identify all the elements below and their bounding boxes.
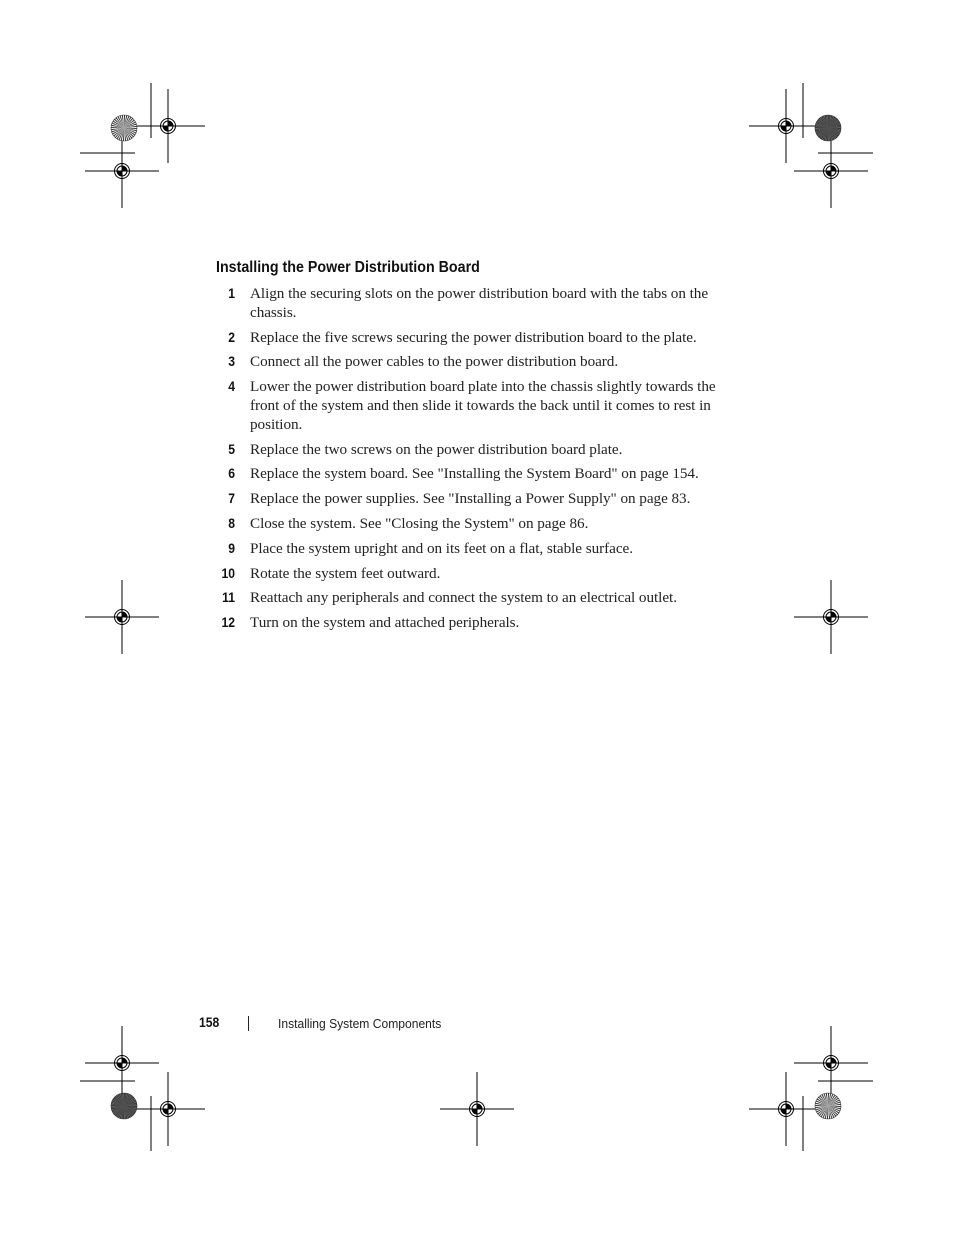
crosshair-target-mark — [85, 134, 159, 208]
steps-list — [216, 285, 726, 639]
step-text: Reattach any peripherals and connect the system to an electrical outlet. — [250, 589, 677, 607]
list-item — [216, 540, 726, 559]
step-text: Connect all the power cables to the power distribution board. — [250, 353, 619, 371]
crosshair-target-mark — [440, 1072, 514, 1146]
step-text: Rotate the system feet outward. — [250, 564, 441, 582]
section-heading: Installing the Power Distribution Board — [216, 259, 480, 276]
starburst-mark — [815, 115, 841, 141]
crosshair-target-mark — [85, 580, 159, 654]
step-number: 2 — [228, 329, 235, 345]
crosshair-target-mark — [794, 134, 868, 208]
step-number: 12 — [221, 615, 235, 631]
step-number: 10 — [221, 565, 235, 581]
list-item — [216, 329, 726, 348]
list-item — [216, 378, 726, 434]
crosshair-target-mark — [794, 1026, 868, 1100]
page-number: 158 — [199, 1015, 220, 1030]
step-number: 4 — [228, 379, 235, 395]
list-item — [216, 515, 726, 534]
step-number: 6 — [228, 466, 235, 482]
list-item — [216, 589, 726, 608]
list-item — [216, 490, 726, 509]
list-item — [216, 353, 726, 372]
step-number: 7 — [228, 491, 235, 507]
step-number: 9 — [228, 540, 235, 556]
step-text: Turn on the system and attached peripherals. — [250, 614, 520, 632]
footer-divider — [248, 1016, 249, 1031]
step-number: 3 — [228, 354, 235, 370]
step-text: Lower the power distribution board plate into the chassis slightly towards the front of the system and then slide it towards the back until it comes to rest in position. — [250, 378, 716, 433]
step-text: Replace the system board. See "Installing the System Board" on page 154. — [250, 465, 699, 483]
step-number: 11 — [222, 590, 235, 606]
step-text: Align the securing slots on the power distribution board with the tabs on the chassis. — [250, 285, 709, 321]
crosshair-target-mark — [749, 1072, 823, 1146]
step-text: Replace the power supplies. See "Installing a Power Supply" on page 83. — [250, 490, 691, 508]
list-item — [216, 565, 726, 584]
step-number: 1 — [228, 286, 235, 301]
crosshair-target-mark — [749, 89, 823, 163]
list-item — [216, 465, 726, 484]
footer-chapter-title: Installing System Components — [278, 1016, 442, 1031]
list-item — [216, 285, 726, 323]
step-text: Replace the five screws securing the power distribution board to the plate. — [250, 328, 697, 346]
step-text: Place the system upright and on its feet on a flat, stable surface. — [250, 539, 633, 557]
step-number: 5 — [228, 441, 235, 457]
step-number: 8 — [228, 515, 235, 531]
step-text: Replace the two screws on the power distribution board plate. — [250, 440, 623, 458]
crosshair-target-mark — [85, 1026, 159, 1100]
list-item — [216, 441, 726, 460]
starburst-mark — [815, 1093, 841, 1119]
crosshair-target-mark — [794, 580, 868, 654]
starburst-mark — [111, 115, 137, 141]
crosshair-target-mark — [131, 1072, 205, 1146]
starburst-mark — [111, 1093, 137, 1119]
step-text: Close the system. See "Closing the System" on page 86. — [250, 514, 589, 532]
crosshair-target-mark — [131, 89, 205, 163]
list-item — [216, 614, 726, 633]
